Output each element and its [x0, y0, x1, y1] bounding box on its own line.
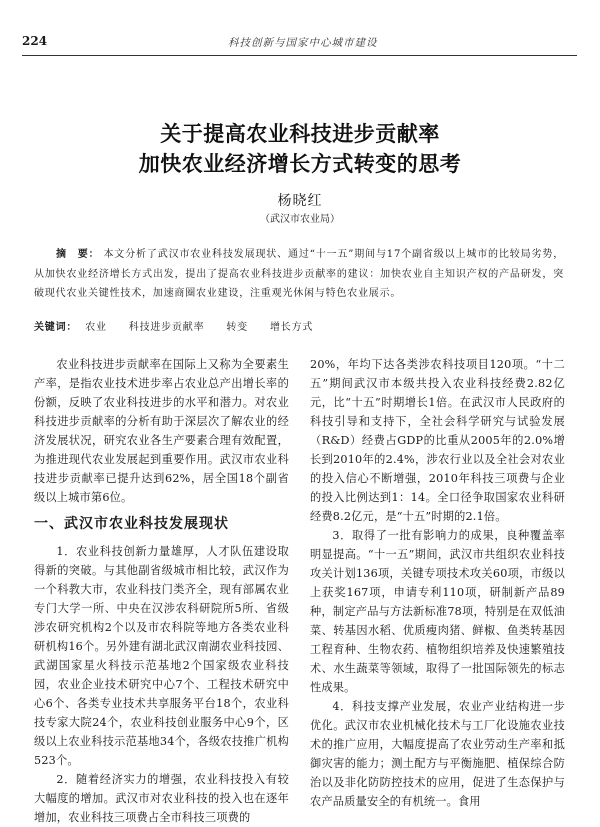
article-title-line-1: 关于提高农业科技进步贡献率 — [160, 122, 440, 146]
left-column — [34, 355, 289, 824]
abstract-text: 本文分析了武汉市农业科技发展现状、通过“十一五”期间与17个副省级以上城市的比较局劣势，从加快农业经济增长方式出发，提出了提高农业科技进步贡献率的建议：加快农业自主知识产权的产品研发，突破现代农业关键性技术，加速商圈农业建设，注重观光休闲与特色农业展示。 — [34, 249, 564, 299]
keyword-item: 科技进步贡献率 — [128, 322, 205, 333]
article-title-line-2: 加快农业经济增长方式转变的思考 — [138, 152, 462, 176]
author-name: 杨晓红 — [277, 193, 323, 209]
body-paragraph-continued: 20%，年均下达各类涉农科技项目120项。“十二五”期间武汉市本级共投入农业科技经费2.82亿元，比“十五”时期增长1倍。在武汉市人民政府的科技引导和支持下，全社会科学研究与试验发展（R&D）经费占GDP的比重从2005年的2.0%增长到2010年的2.4%，涉农行业以及全社会对农业的投入信心不断增强，2010年科技三项费与企业的投入比例达到1：14。全口径争取国家农业科研经费8.2亿元，是“十五”时期的2.1倍。 — [310, 358, 565, 523]
section-heading: 一、武汉市农业科技发展现状 — [34, 516, 229, 532]
keyword-item: 农业 — [85, 322, 107, 333]
header-rule — [22, 55, 577, 56]
abstract — [34, 245, 564, 304]
keywords — [34, 318, 564, 333]
keywords-label: 关键词： — [34, 322, 78, 333]
body-paragraph: 农业科技进步贡献率在国际上又称为全要素生产率，是指农业技术进步率占农业总产出增长率的份额，反映了农业科技进步的水平和潜力。对农业科技进步贡献率的分析有助于深层次了解农业的经济发展状况，研究农业各生产要素合理有效配置，为推进现代农业发展起到重要作用。武汉市农业科技进步贡献率已提升达到62%，居全国18个副省级以上城市第6位。 — [34, 358, 289, 504]
abstract-label: 摘 要： — [56, 249, 100, 260]
author-affiliation: （武汉市农业局） — [260, 214, 340, 225]
keyword-item: 转变 — [226, 322, 248, 333]
page-number: 224 — [22, 34, 48, 48]
body-paragraph: 4．科技支撑产业发展，农业产业结构进一步优化。武汉市农业机械化技术与工厂化设施农业技术的推广应用，大幅度提高了农业劳动生产率和抵御灾害的能力；测土配方与平衡施肥、植保综合防治以及非化防防控技术的应用，促进了生态保护与农产品质量安全的有机统一。食用 — [310, 700, 565, 808]
body-paragraph: 3．取得了一批有影响力的成果，良种覆盖率明显提高。“十一五”期间，武汉市共组织农业科技攻关计划136项，关键专项技术攻关60项，市级以上获奖167项，申请专利110项，研制新产品89种，制定产品与方法新标准78项，特别是在双低油菜、转基因水稻、优质瘦肉猪、鲜椒、鱼类转基因工程育种、生物农药、植物组织培养及快速繁殖技术、水生蔬菜等领域，取得了一批国际领先的标志性成果。 — [310, 529, 565, 694]
right-column — [310, 355, 565, 808]
running-title: 科技创新与国家中心城市建设 — [228, 37, 378, 49]
body-paragraph: 2．随着经济实力的增强，农业科技投入有较大幅度的增加。武汉市对农业科技的投入也在逐年增加，农业科技三项费占全市科技三项费的 — [34, 773, 289, 824]
keyword-item: 增长方式 — [269, 322, 314, 333]
body-paragraph: 1．农业科技创新力量雄厚，人才队伍建设取得新的突破。与其他副省级城市相比较，武汉作为一个科教大市，农业科技门类齐全，现有部属农业专门大学一所、中央在汉涉农科研院所5所、省级涉农研究机构2个以及市农科院等地方各类农业科研机构16个。另外建有湖北武汉南湖农业科技园、武湖国家星火科技示范基地2个国家级农业科技园，农业企业技术研究中心7个、工程技术研究中心6个、各类专业技术共享服务平台18个，农业科技专家大院24个，农业科技创业服务中心9个，区级以上农业科技示范基地34个，各级农技推广机构523个。 — [34, 545, 289, 767]
